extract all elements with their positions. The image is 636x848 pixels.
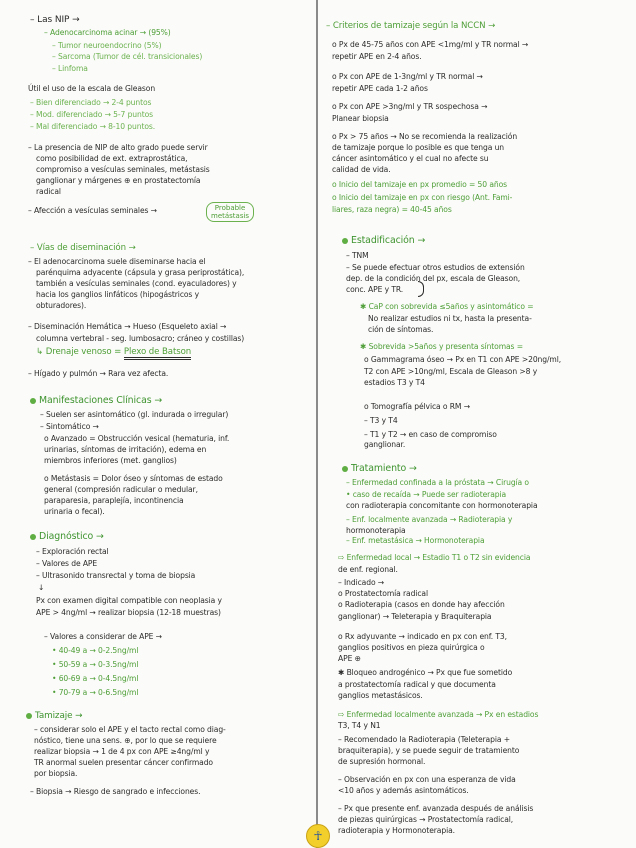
section-dot-icon	[342, 238, 348, 244]
diag-title: Diagnóstico →	[30, 532, 104, 541]
criterios-line: o Px de 45-75 años con APE <1mg/ml y TR normal →	[332, 40, 529, 49]
section-dot-icon	[342, 466, 348, 472]
local-title: ⇨ Enfermedad local → Estadio T1 o T2 sin evidencia	[338, 553, 531, 562]
cap-line: ción de síntomas.	[368, 325, 434, 334]
left-column	[0, 0, 314, 848]
diag-line: Px con examen digital compatible con neoplasia y	[36, 596, 222, 605]
local-line: ✱ Bloqueo androgénico → Px que fue sometido	[338, 668, 513, 677]
criterios-line: calidad de vida.	[332, 165, 391, 174]
avanz-line: de piezas quirúrgicas → Prostatectomía radical,	[338, 815, 514, 824]
manif-line: o Metástasis = Dolor óseo y síntomas de estado	[44, 474, 223, 483]
local-line: ganglionar) → Teleterapia y Braquiterapia	[338, 612, 492, 621]
cap-line: No realizar estudios ni tx, hasta la presenta-	[368, 314, 532, 323]
vias-line: también a vesículas seminales (cond. eyaculadores) y	[36, 279, 237, 288]
estadif-title: Estadificación →	[342, 236, 425, 245]
trat-line: – Enfermedad confinada a la próstata → Cirugía o	[346, 478, 529, 487]
vias-title: – Vías de diseminación →	[30, 243, 136, 253]
section-dot-icon	[30, 398, 36, 404]
vias-line: obturadores).	[36, 301, 87, 310]
trat-line: hormonoterapia	[346, 526, 406, 535]
manif-line: – Suelen ser asintomático (gl. indurada o irregular)	[40, 410, 229, 419]
tamizaje-line: TR anormal suelen presentar cáncer confirmado	[34, 758, 213, 767]
ape-item: • 50-59 a → 0-3.5ng/ml	[52, 660, 139, 669]
afeccion-line: – Afección a vesículas seminales →	[28, 206, 157, 215]
vias-line: parénquima adyacente (cápsula y grasa periprostática),	[36, 268, 245, 277]
ape-item: • 60-69 a → 0-4.5ng/ml	[52, 674, 139, 683]
tamizaje-title: Tamizaje →	[26, 712, 82, 721]
criterios-line: Planear biopsia	[332, 114, 389, 123]
manif-line: paraparesia, paraplejía, incontinencia	[44, 496, 184, 505]
sobre-line: – T3 y T4	[364, 416, 398, 425]
pharaoh-logo-icon: ☥	[306, 824, 330, 848]
trat-line: • caso de recaída → Puede ser radioterapia	[346, 490, 507, 499]
manif-line: o Avanzado = Obstrucción vesical (hematuria, inf.	[44, 434, 230, 443]
criterios-title: – Criterios de tamizaje según la NCCN →	[326, 21, 496, 31]
sobre-line: ganglionar.	[364, 440, 406, 449]
tamizaje-line: – considerar solo el APE y el tacto rectal como diag-	[34, 725, 226, 734]
trat-line: con radioterapia concomitante con hormonoterapia	[346, 501, 538, 510]
avanz-line: T3, T4 y N1	[338, 721, 381, 730]
ape-title: – Valores a considerar de APE →	[44, 632, 162, 641]
local-line: APE ⊕	[338, 654, 361, 663]
manif-line: miembros inferiores (met. ganglios)	[44, 456, 177, 465]
nip-paragraph-line: radical	[36, 187, 61, 196]
higado-line: – Hígado y pulmón → Rara vez afecta.	[28, 369, 169, 378]
plexo-line	[36, 348, 191, 357]
plexo-name: Plexo de Batson	[124, 347, 191, 360]
ape-item: • 70-79 a → 0-6.5ng/ml	[52, 688, 139, 697]
vias-line: hacia los ganglios linfáticos (hipogástricos y	[36, 290, 200, 299]
trat-line: – Enf. localmente avanzada → Radioterapia y	[346, 515, 513, 524]
sobre-title: ✱ Sobrevida >5años y presenta síntomas =	[360, 342, 523, 351]
trat-line: – Enf. metastásica → Hormonoterapia	[346, 536, 485, 545]
avanz-line: braquiterapia), y se puede seguir de tratamiento	[338, 746, 520, 755]
criterios-line: liares, raza negra) = 40-45 años	[332, 205, 452, 214]
biopsia-line: – Biopsia → Riesgo de sangrado e infecciones.	[30, 787, 201, 796]
avanz-line: radioterapia y Hormonoterapia.	[338, 826, 455, 835]
nip-paragraph-line: como posibilidad de ext. extraprostática,	[36, 154, 188, 163]
hematica-line: columna vertebral - seg. lumbosacro; cráneo y costillas)	[36, 334, 245, 343]
local-line: a prostatectomía radical y que documenta	[338, 680, 496, 689]
avanz-line: – Px que presente enf. avanzada después de análisis	[338, 804, 534, 813]
nip-item: – Adenocarcinoma acinar → (95%)	[44, 28, 171, 37]
ape-item: • 40-49 a → 0-2.5ng/ml	[52, 646, 139, 655]
plexo-prefix: ↳ Drenaje venoso =	[36, 347, 124, 357]
criterios-line: o Px > 75 años → No se recomienda la realización	[332, 132, 518, 141]
tamizaje-line: realizar biopsia → 1 de 4 px con APE ≥4ng/ml y	[34, 747, 210, 756]
local-line: ganglios positivos en pieza quirúrgica o	[338, 643, 485, 652]
estadif-line: dep. de la condición del px, escala de Gleason,	[346, 274, 521, 283]
metastasis-bubble	[206, 202, 254, 222]
cap-title: ✱ CaP con sobrevida ≤5años y asintomático =	[360, 302, 534, 311]
criterios-line: de tamizaje porque lo posible es que tenga un	[332, 143, 505, 152]
nip-item: – Tumor neuroendocrino (5%)	[52, 41, 162, 50]
trat-title: Tratamiento →	[342, 464, 417, 473]
avanz-line: de supresión hormonal.	[338, 757, 426, 766]
manif-line: – Sintomático →	[40, 422, 99, 431]
tamizaje-line: nóstico, tiene una sens. ⊕, por lo que se requiere	[34, 736, 217, 745]
local-line: – Indicado →	[338, 578, 385, 587]
local-line: de enf. regional.	[338, 565, 398, 574]
gleason-item: – Mal diferenciado → 8-10 puntos.	[30, 122, 156, 131]
diag-line: – Valores de APE	[36, 559, 98, 568]
bubble-line: metástasis	[211, 212, 250, 220]
sobre-line: T2 con APE >10ng/ml, Escala de Gleason >8 y	[364, 367, 538, 376]
sobre-line: o Gammagrama óseo → Px en T1 con APE >20ng/ml,	[364, 355, 562, 364]
nip-item: – Sarcoma (Tumor de cél. transicionales)	[52, 52, 203, 61]
manif-line: general (compresión radicular o medular,	[44, 485, 198, 494]
hematica-line: – Diseminación Hemática → Hueso (Esqueleto axial →	[28, 322, 227, 331]
section-dot-icon	[30, 534, 36, 540]
manif-title: Manifestaciones Clínicas →	[30, 396, 162, 405]
gleason-item: – Mod. diferenciado → 5-7 puntos	[30, 110, 154, 119]
avanz-line: – Observación en px con una esperanza de vida	[338, 775, 516, 784]
local-line: o Prostatectomía radical	[338, 589, 428, 598]
criterios-line: cáncer asintomático y el cual no afecte su	[332, 154, 489, 163]
criterios-line: o Inicio del tamizaje en px con riesgo (Ant. Fami-	[332, 193, 513, 202]
local-line: o Radioterapia (casos en donde hay afección	[338, 600, 505, 609]
manif-line: urinaria o fecal).	[44, 507, 105, 516]
bubble-line: Probable	[214, 204, 246, 212]
nip-paragraph-line: ganglionar y márgenes ⊕ en prostatectomía	[36, 176, 201, 185]
avanz-line: <10 años y además asintomáticos.	[338, 786, 469, 795]
tamizaje-line: por biopsia.	[34, 769, 78, 778]
criterios-line: repetir APE en 2-4 años.	[332, 52, 422, 61]
sobre-line: o Tomografía pélvica o RM →	[364, 402, 470, 411]
local-line: o Rx adyuvante → indicado en px con enf. T3,	[338, 632, 507, 641]
nip-paragraph-line: compromiso a vesículas seminales, metástasis	[36, 165, 210, 174]
gleason-item: – Bien diferenciado → 2-4 puntos	[30, 98, 152, 107]
right-column	[320, 0, 636, 848]
diag-line: – Exploración rectal	[36, 547, 109, 556]
manif-line: urinarias, síntomas de irritación), edema en	[44, 445, 207, 454]
gleason-intro: Útil el uso de la escala de Gleason	[28, 84, 156, 93]
criterios-line: o Px con APE de 1-3ng/ml y TR normal →	[332, 72, 483, 81]
bracket-mark	[418, 281, 424, 297]
criterios-line: o Inicio del tamizaje en px promedio = 50 años	[332, 180, 507, 189]
nip-paragraph-line: – La presencia de NIP de alto grado puede servir	[28, 143, 208, 152]
section-dot-icon	[26, 713, 32, 719]
vias-line: – El adenocarcinoma suele diseminarse hacia el	[28, 257, 206, 266]
diag-arrow: ↓	[38, 583, 45, 592]
estadif-line: – Se puede efectuar otros estudios de extensión	[346, 263, 525, 272]
column-divider	[316, 0, 318, 848]
diag-line: APE > 4ng/ml → realizar biopsia (12-18 muestras)	[36, 608, 221, 617]
estadif-line: – TNM	[346, 251, 369, 260]
nip-item: – Linfoma	[52, 64, 88, 73]
criterios-line: repetir APE cada 1-2 años	[332, 84, 428, 93]
sobre-line: estadios T3 y T4	[364, 378, 425, 387]
nip-title: – Las NIP →	[30, 15, 80, 25]
sobre-line: – T1 y T2 → en caso de compromiso	[364, 430, 497, 439]
diag-line: – Ultrasonido transrectal y toma de biopsia	[36, 571, 196, 580]
avanz-line: – Recomendado la Radioterapia (Teleterapia +	[338, 735, 510, 744]
estadif-line: conc. APE y TR.	[346, 285, 404, 294]
criterios-line: o Px con APE >3ng/ml y TR sospechosa →	[332, 102, 488, 111]
avanz-title: ⇨ Enfermedad localmente avanzada → Px en estadios	[338, 710, 539, 719]
local-line: ganglios metastásicos.	[338, 691, 423, 700]
